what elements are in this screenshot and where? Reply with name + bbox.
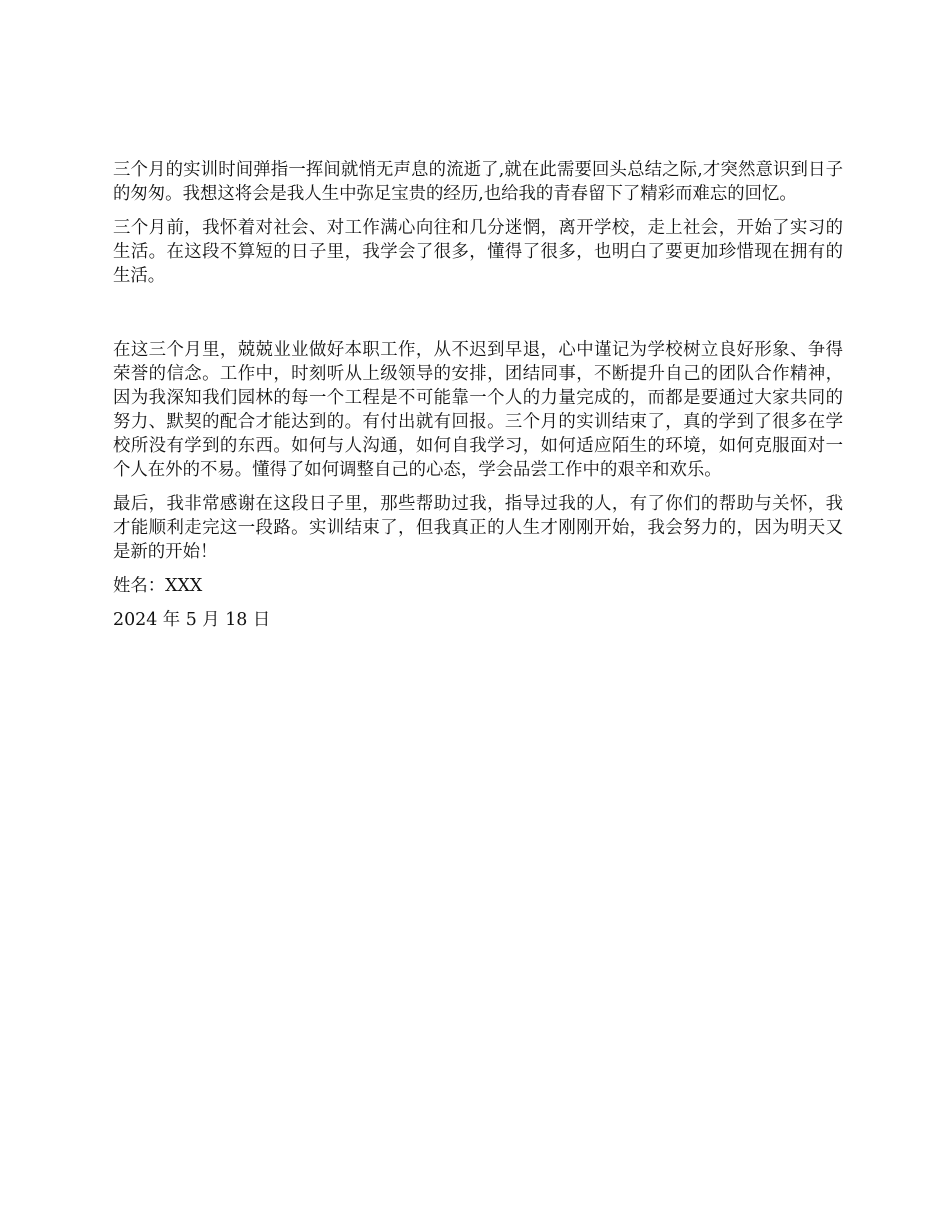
signature-date: 2024 年 5 月 18 日 bbox=[113, 610, 271, 630]
paragraph-spacer bbox=[113, 298, 843, 338]
paragraph-intro: 三个月的实训时间弹指一挥间就悄无声息的流逝了,就在此需要回头总结之际,才突然意识到日子的匆匆。我想这将会是我人生中弥足宝贵的经历,也给我的青春留下了精彩而难忘的回忆。 bbox=[113, 160, 843, 204]
paragraph-beginning: 三个月前，我怀着对社会、对工作满心向往和几分迷惘，离开学校，走上社会，开始了实习的生活。在这段不算短的日子里，我学会了很多，懂得了很多，也明白了要更加珍惜现在拥有的生活。 bbox=[113, 218, 843, 286]
paragraph-work-experience: 在这三个月里，兢兢业业做好本职工作，从不迟到早退，心中谨记为学校树立良好形象、争得荣誉的信念。工作中，时刻听从上级领导的安排，团结同事，不断提升自己的团队合作精神，因为我深知我们园林的每一个工程是不可能靠一个人的力量完成的，而都是要通过大家共同的努力、默契的配合才能达到的。有付出就有回报。三个月的实训结束了，真的学到了很多在学校所没有学到的东西。如何与人沟通，如何自我学习，如何适应陌生的环境，如何克服面对一个人在外的不易。懂得了如何调整自己的心态，学会品尝工作中的艰辛和欢乐。 bbox=[113, 340, 843, 480]
signature-name: 姓名：XXX bbox=[113, 576, 203, 596]
document-body bbox=[113, 158, 843, 642]
paragraph-thanks: 最后，我非常感谢在这段日子里，那些帮助过我，指导过我的人，有了你们的帮助与关怀，我才能顺利走完这一段路。实训结束了，但我真正的人生才刚刚开始，我会努力的，因为明天又是新的开始！ bbox=[113, 494, 843, 562]
